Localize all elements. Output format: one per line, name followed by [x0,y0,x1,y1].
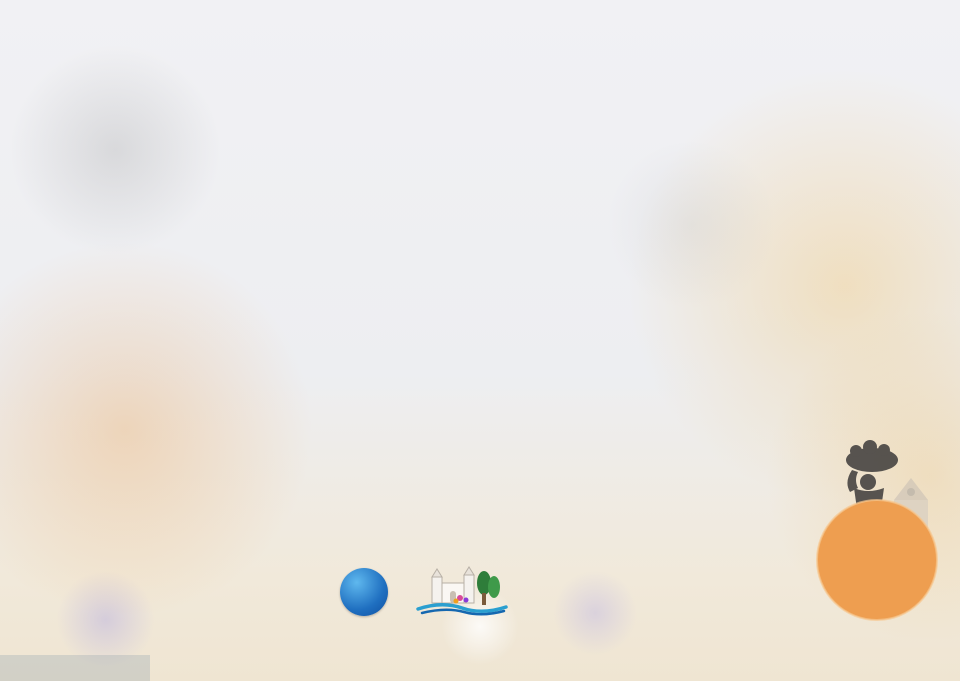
santa-lucia-logo [412,565,508,619]
eu-circle-icon [340,568,388,616]
festival-flores-2024-logo [794,438,960,646]
top-flower-garland [0,0,960,70]
santa-lucia-church-icon [412,565,508,617]
emisoras-unidas-logo [340,568,394,616]
sponsor-logos-row [322,552,682,632]
ground-strip [0,655,150,681]
